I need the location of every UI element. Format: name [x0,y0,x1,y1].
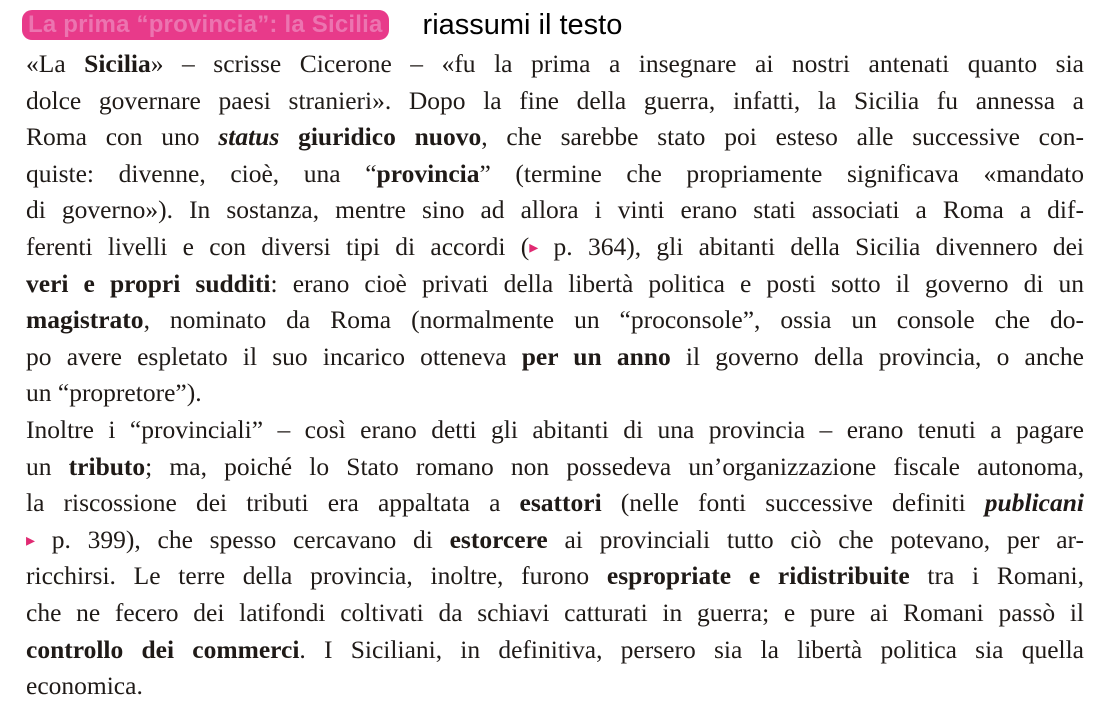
text-line: «La Sicilia» – scrisse Cicerone – «fu la prima a insegnare ai nostri antenati quanto sia [26,49,1084,78]
body-text [26,46,1084,705]
text-line: un tributo; ma, poiché lo Stato romano non possedeva un’organizzazione fiscale autonoma, [26,451,1084,481]
text-line: po avere espletato il suo incarico otteneva per un anno il governo della provincia, o anche [26,341,1084,371]
text-line: la riscossione dei tributi era appaltata a esattori (nelle fonti successive definiti publicani [26,488,1084,518]
instruction-text: riassumi il testo [422,9,623,41]
text-line: ricchirsi. Le terre della provincia, inoltre, furono espropriate e ridistribuite tra i Romani, [26,561,1084,591]
text-line: Inoltre i “provinciali” – così erano detti gli abitanti di una provincia – erano tenuti a pagare [26,414,1084,444]
text-line: quiste: divenne, cioè, una “provincia” (termine che propriamente significava «mandato [26,158,1085,188]
text-line: che ne fecero dei latifondi coltivati da schiavi catturati in guerra; e pure ai Romani passò il [26,597,1084,627]
text-line: magistrato, nominato da Roma (normalmente un “proconsole”, ossia un console che do- [26,305,1084,335]
text-line: veri e propri sudditi: erano cioè privati della libertà politica e posti sotto il governo di un [26,268,1084,298]
text-line: ferenti livelli e con diversi tipi di accordi (▸ p. 364), gli abitanti della Sicilia divennero dei [26,229,1084,266]
text-line: controllo dei commerci. I Siciliani, in definitiva, persero sia la libertà politica sia quella [26,634,1084,664]
text-line: economica. [26,671,143,701]
page-reference-arrow-icon: ▸ [529,236,539,257]
highlighted-section-title: La prima “provincia”: la Sicilia [22,10,389,40]
text-line: un “propretore”). [26,378,202,408]
text-line: ▸ p. 399), che spesso cercavano di estorcere ai provinciali tutto ciò che potevano, per ar- [26,522,1084,559]
page-reference-arrow-icon: ▸ [26,529,36,550]
header [22,8,622,42]
text-line: Roma con uno status giuridico nuovo, che sarebbe stato poi esteso alle successive con- [26,122,1084,152]
text-line: dolce governare paesi stranieri». Dopo la fine della guerra, infatti, la Sicilia fu annessa a [26,85,1084,115]
text-line: di governo»). In sostanza, mentre sino ad allora i vinti erano stati associati a Roma a dif- [26,195,1084,225]
